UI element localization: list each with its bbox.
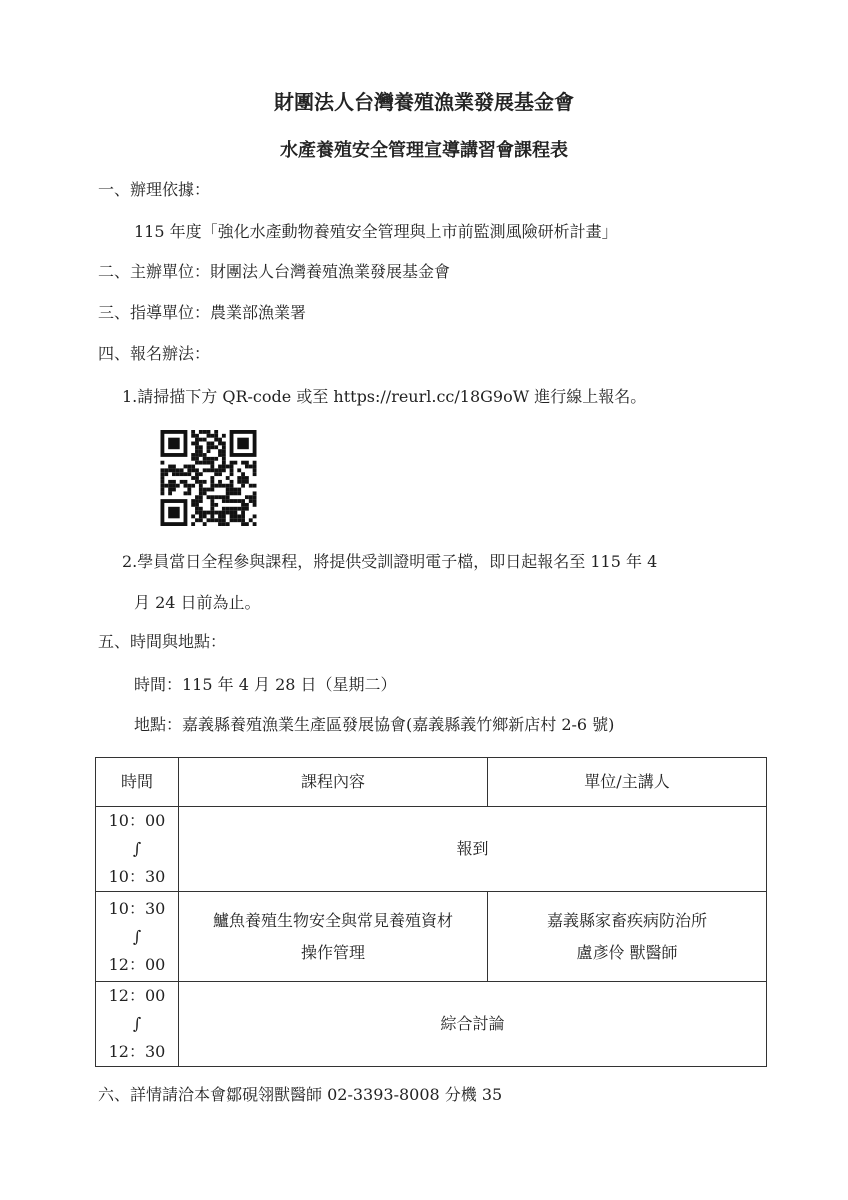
start-time: 10：30 — [108, 898, 166, 918]
content-cell: 綜合討論 — [179, 982, 767, 1067]
section-4-item-2-line-2: 月 24 日前為止。 — [134, 593, 261, 612]
content-line: 操作管理 — [300, 942, 365, 962]
qr-code-icon[interactable] — [160, 430, 257, 526]
end-time: 10：30 — [108, 867, 166, 886]
section-5-place: 地點：嘉義縣養殖漁業生產區發展協會(嘉義縣義竹鄉新店村 2-6 號) — [134, 715, 615, 734]
time-cell — [96, 892, 179, 982]
end-time: 12：00 — [108, 954, 166, 974]
start-time: 12：00 — [108, 986, 166, 1005]
section-1-heading: 一、辦理依據： — [98, 180, 211, 199]
content-line: 鱸魚養殖生物安全與常見養殖資材 — [212, 910, 453, 930]
section-5-time: 時間：115 年 4 月 28 日（星期二） — [134, 675, 397, 694]
table-row — [96, 807, 767, 892]
section-3: 三、指導單位：農業部漁業署 — [98, 303, 307, 322]
schedule-table — [95, 757, 767, 1067]
speaker-cell — [488, 892, 767, 982]
start-time: 10：00 — [108, 811, 166, 830]
speaker-unit: 嘉義縣家畜疾病防治所 — [546, 910, 707, 930]
end-time: 12：30 — [108, 1042, 166, 1061]
content-cell: 報到 — [179, 807, 767, 892]
table-header-row — [96, 758, 767, 807]
section-6-contact: 六、詳情請洽本會鄒硯翎獸醫師 02-3393-8008 分機 35 — [98, 1085, 503, 1104]
section-4-item-2-line-1: 2.學員當日全程參與課程，將提供受訓證明電子檔，即日起報名至 115 年 4 — [122, 552, 658, 571]
section-5-heading: 五、時間與地點： — [98, 632, 227, 651]
header-time: 時間 — [96, 758, 179, 807]
section-4-heading: 四、報名辦法： — [98, 344, 211, 363]
time-separator: ∫ — [132, 839, 142, 858]
section-4-item-1: 1.請掃描下方 QR-code 或至 https://reurl.cc/18G9oW 進行線上報名。 — [122, 387, 647, 406]
section-2: 二、主辦單位：財團法人台灣養殖漁業發展基金會 — [98, 262, 451, 281]
content-cell — [179, 892, 488, 982]
header-content: 課程內容 — [179, 758, 488, 807]
time-cell — [96, 807, 179, 892]
document-title: 財團法人台灣養殖漁業發展基金會 — [274, 90, 574, 114]
table-row — [96, 892, 767, 982]
section-1-body: 115 年度「強化水產動物養殖安全管理與上市前監測風險研析計畫」 — [134, 222, 618, 241]
time-separator: ∫ — [132, 926, 142, 946]
speaker-name: 盧彥伶 獸醫師 — [576, 942, 678, 962]
document-subtitle: 水產養殖安全管理宣導講習會課程表 — [280, 140, 568, 161]
table-row — [96, 982, 767, 1067]
time-separator: ∫ — [132, 1014, 142, 1033]
time-cell — [96, 982, 179, 1067]
header-speaker: 單位/主講人 — [488, 758, 767, 807]
